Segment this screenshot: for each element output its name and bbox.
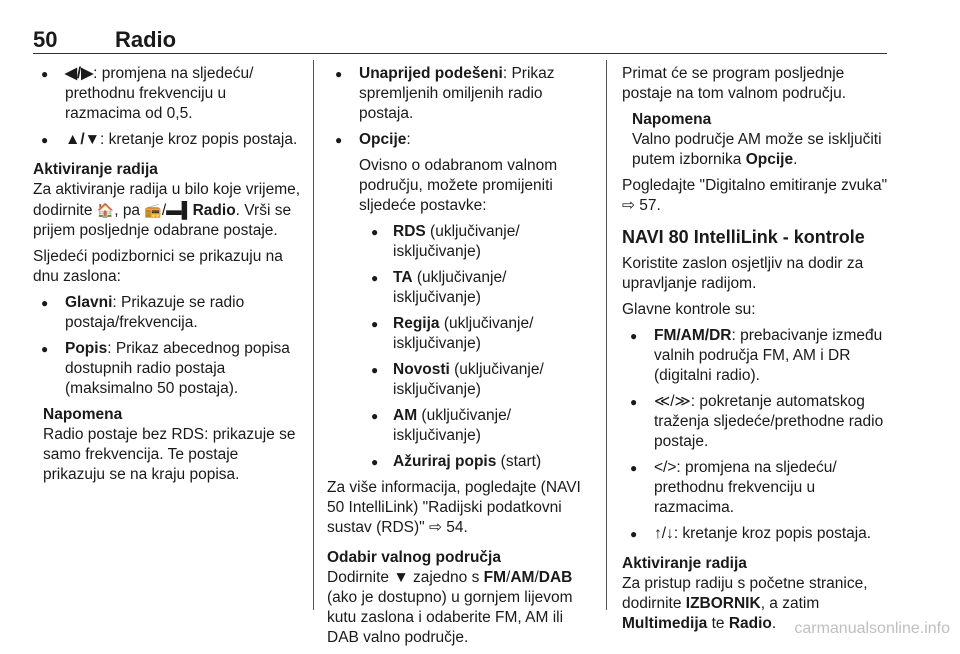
watermark: carmanualsonline.info	[794, 620, 950, 637]
section-title: Radio	[115, 27, 177, 52]
note: Napomena Radio postaje bez RDS: prikazuje se samo frekvencija. Te postaje prikazuju se na kraju popisa.	[43, 406, 296, 483]
home-icon: 🏠	[96, 202, 115, 218]
radio-icon: ▬▌	[166, 202, 193, 219]
list-item: ● ▲/▼: kretanje kroz popis postaja.	[33, 130, 301, 150]
paragraph: Glavne kontrole su:	[622, 301, 756, 318]
paragraph: Za aktiviranje radija u bilo koje vrijeme, dodirnite 🏠, pa 📻/▬▌Radio. Vrši se prijem posljednje odabrane postaje.	[33, 181, 301, 239]
list-item: ● Regija (uključivanje/ isključivanje)	[371, 314, 595, 354]
list-item: ● RDS (uključivanje/ isključivanje)	[371, 222, 595, 262]
paragraph: Dodirnite ▼ zajedno s FM/AM/DAB (ako je dostupno) u gornjem lijevom kutu zaslona i odaberite FM, AM ili DAB valno područje.	[327, 569, 573, 646]
seek-icon: ≪/≫	[654, 393, 691, 410]
heading-activate-radio: Aktiviranje radija	[33, 161, 158, 178]
list-item: ● TA (uključivanje/ isključivanje)	[371, 268, 595, 308]
symbol-left-right: ◀/▶	[65, 65, 94, 82]
heading-band-select: Odabir valnog područja	[327, 549, 501, 566]
list-item: ● Unaprijed podešeni: Prikaz spremljenih omiljenih radio postaja.	[327, 64, 595, 124]
scroll-icon: ↑/↓	[654, 525, 674, 542]
heading-navi80-controls: NAVI 80 IntelliLink - kontrole	[622, 227, 865, 247]
paragraph: Koristite zaslon osjetljiv na dodir za upravljanje radijom.	[622, 255, 864, 292]
list-item: ● FM/AM/DR: prebacivanje između valnih područja FM, AM i DR (digitalni radio).	[622, 326, 890, 386]
list-item: ● ◀/▶: promjena na sljedeću/ prethodnu frekvenciju u razmacima od 0,5.	[33, 64, 301, 124]
paragraph: Za više informacija, pogledajte (NAVI 50 IntelliLink) "Radijski podatkovni sustav (RDS)" ⇨ 54.	[327, 479, 581, 536]
symbol-up-down: ▲/▼	[65, 131, 100, 148]
sub-list	[371, 222, 595, 472]
page-header	[33, 27, 887, 53]
list-item: ● Ažuriraj popis (start)	[371, 452, 595, 472]
media-icon: 📻	[144, 202, 162, 218]
list-item: ● Opcije: Ovisno o odabranom valnom području, možete promijeniti sljedeće postavke:	[327, 130, 595, 216]
list-item: ● Novosti (uključivanje/ isključivanje)	[371, 360, 595, 400]
column-divider-1	[313, 60, 314, 610]
paragraph: Za pristup radiju s početne stranice, dodirnite IZBORNIK, a zatim Multimedija te Radio.	[622, 575, 868, 632]
list-item: ● ≪/≫: pokretanje automatskog traženja sljedeće/prethodne radio postaje.	[622, 392, 890, 452]
list-item: ● ↑/↓: kretanje kroz popis postaja.	[622, 524, 890, 544]
list-item: ● AM (uključivanje/ isključivanje)	[371, 406, 595, 446]
column-3	[622, 64, 890, 640]
paragraph: Pogledajte "Digitalno emitiranje zvuka" ⇨ 57.	[622, 177, 888, 214]
header-rule	[33, 53, 887, 54]
step-icon: </>	[654, 459, 677, 476]
heading-activate-radio: Aktiviranje radija	[622, 555, 747, 572]
list-item: ● </>: promjena na sljedeću/ prethodnu frekvenciju u razmacima.	[622, 458, 890, 518]
paragraph: Primat će se program posljednje postaje na tom valnom području.	[622, 65, 847, 102]
column-divider-2	[606, 60, 607, 610]
list-item: ● Glavni: Prikazuje se radio postaja/frekvencija.	[33, 293, 301, 333]
note: Napomena Valno područje AM može se isključiti putem izbornika Opcije.	[632, 111, 882, 168]
paragraph: Sljedeći podizbornici se prikazuju na dnu zaslona:	[33, 248, 283, 285]
list-item: ● Popis: Prikaz abecednog popisa dostupnih radio postaja (maksimalno 50 postaja).	[33, 339, 301, 399]
column-2	[327, 64, 595, 654]
page-number: 50	[33, 27, 58, 52]
column-1	[33, 64, 301, 491]
